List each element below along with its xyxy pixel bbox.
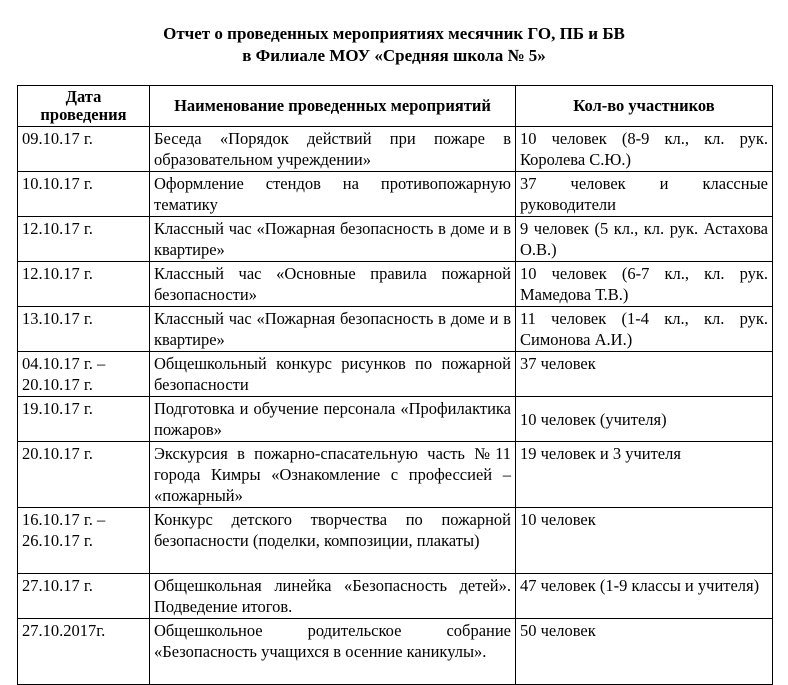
table-row [18, 619, 773, 685]
participants-cell: 10 человек (8-9 кл., кл. рук. Королева С.Ю.) [516, 127, 773, 172]
column-header-event: Наименование проведенных мероприятий [150, 86, 516, 127]
table-row [18, 172, 773, 217]
table-row [18, 307, 773, 352]
participants-cell: 37 человек [516, 352, 773, 397]
participants-cell: 11 человек (1-4 кл., кл. рук. Симонова А.И.) [516, 307, 773, 352]
participants-cell: 10 человек (6-7 кл., кл. рук. Мамедова Т.В.) [516, 262, 773, 307]
event-cell: Общешкольная линейка «Безопасность детей». Подведение итогов. [150, 574, 516, 619]
table-row [18, 127, 773, 172]
event-cell: Беседа «Порядок действий при пожаре в образовательном учреждении» [150, 127, 516, 172]
date-cell: 20.10.17 г. [18, 442, 150, 508]
table-header-row [18, 86, 773, 127]
date-cell: 13.10.17 г. [18, 307, 150, 352]
event-cell: Подготовка и обучение персонала «Профилактика пожаров» [150, 397, 516, 442]
table-row [18, 352, 773, 397]
report-title-line-2: в Филиале МОУ «Средняя школа № 5» [242, 46, 546, 65]
events-table [17, 85, 773, 685]
participants-cell: 10 человек [516, 508, 773, 574]
date-cell: 09.10.17 г. [18, 127, 150, 172]
report-title-line-1: Отчет о проведенных мероприятиях месячник ГО, ПБ и БВ [163, 24, 625, 43]
event-cell: Оформление стендов на противопожарную тематику [150, 172, 516, 217]
participants-cell: 19 человек и 3 учителя [516, 442, 773, 508]
participants-cell: 37 человек и классные руководители [516, 172, 773, 217]
table-row [18, 397, 773, 442]
table-row [18, 262, 773, 307]
date-cell: 16.10.17 г. – 26.10.17 г. [18, 508, 150, 574]
event-cell: Классный час «Основные правила пожарной безопасности» [150, 262, 516, 307]
column-header-date: Дата проведения [18, 86, 150, 127]
table-row [18, 508, 773, 574]
column-header-participants: Кол-во участников [516, 86, 773, 127]
event-cell: Классный час «Пожарная безопасность в доме и в квартире» [150, 307, 516, 352]
event-cell: Конкурс детского творчества по пожарной безопасности (поделки, композиции, плакаты) [150, 508, 516, 574]
event-cell: Экскурсия в пожарно-спасательную часть №11 города Кимры «Ознакомление с профессией – «пожарный» [150, 442, 516, 508]
table-row [18, 442, 773, 508]
participants-cell: 10 человек (учителя) [516, 397, 773, 442]
table-row [18, 217, 773, 262]
date-cell: 19.10.17 г. [18, 397, 150, 442]
participants-cell: 50 человек [516, 619, 773, 685]
event-cell: Классный час «Пожарная безопасность в доме и в квартире» [150, 217, 516, 262]
date-cell: 27.10.17 г. [18, 574, 150, 619]
date-cell: 12.10.17 г. [18, 262, 150, 307]
event-cell: Общешкольное родительское собрание «Безопасность учащихся в осенние каникулы». [150, 619, 516, 685]
date-cell: 04.10.17 г. – 20.10.17 г. [18, 352, 150, 397]
date-cell: 10.10.17 г. [18, 172, 150, 217]
date-cell: 12.10.17 г. [18, 217, 150, 262]
event-cell: Общешкольный конкурс рисунков по пожарной безопасности [150, 352, 516, 397]
table-row [18, 574, 773, 619]
participants-cell: 9 человек (5 кл., кл. рук. Астахова О.В.) [516, 217, 773, 262]
date-cell: 27.10.2017г. [18, 619, 150, 685]
participants-cell: 47 человек (1-9 классы и учителя) [516, 574, 773, 619]
